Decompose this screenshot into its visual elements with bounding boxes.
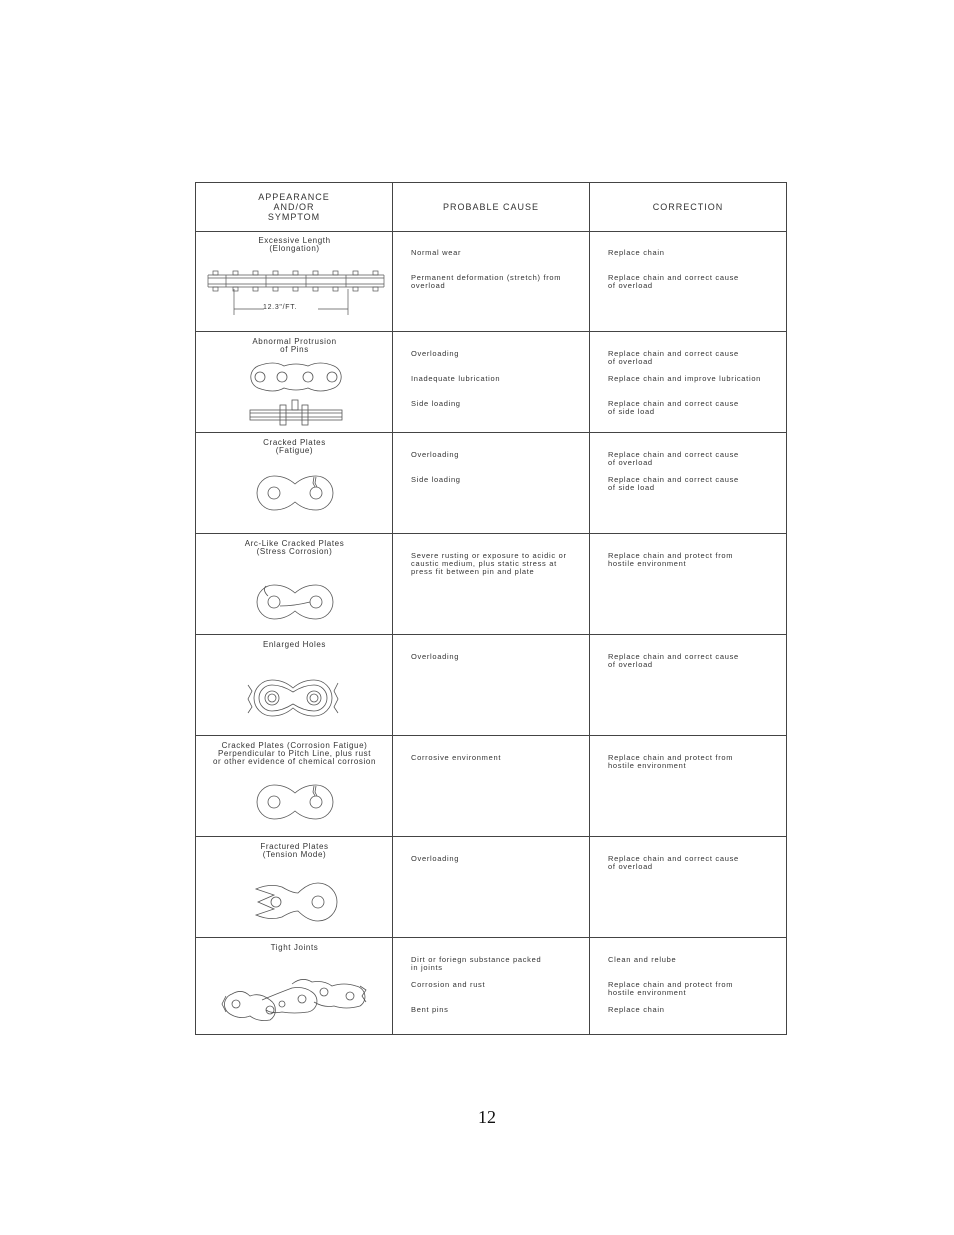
header-probable-cause: PROBABLE CAUSE bbox=[442, 202, 540, 212]
table-row bbox=[196, 231, 786, 332]
table-row bbox=[196, 837, 786, 938]
table-row bbox=[196, 938, 786, 1034]
tight-joints-chain-figure bbox=[220, 974, 370, 1024]
symptom-tension-fracture: Fractured Plates (Tension Mode) bbox=[260, 842, 329, 859]
correction-text: Replace chain and protect from hostile environment bbox=[608, 753, 734, 770]
correction-text: Replace chain bbox=[608, 248, 665, 257]
table-row bbox=[196, 332, 786, 433]
corrosion-fatigue-plate-figure bbox=[254, 782, 336, 822]
correction-text: Replace chain and correct cause of side load bbox=[608, 475, 739, 492]
arc-cracked-plate-figure bbox=[254, 582, 336, 622]
symptom-fatigue-cracks: Cracked Plates (Fatigue) bbox=[263, 438, 326, 455]
symptom-tight-joints: Tight Joints bbox=[270, 943, 319, 952]
cause-text: Permanent deformation (stretch) from overload bbox=[411, 273, 562, 290]
correction-text: Replace chain and correct cause of side load bbox=[608, 399, 739, 416]
symptom-elongation: Excessive Length (Elongation) bbox=[258, 236, 331, 253]
cracked-plate-figure bbox=[254, 473, 336, 513]
symptom-enlarged-holes: Enlarged Holes bbox=[262, 640, 327, 649]
correction-text: Replace chain and correct cause of overload bbox=[608, 652, 739, 669]
cause-text: Dirt or foriegn substance packed in joints bbox=[411, 955, 542, 972]
fractured-plate-figure bbox=[252, 881, 338, 923]
cause-text: Overloading bbox=[411, 652, 460, 661]
header-correction: CORRECTION bbox=[652, 202, 724, 212]
table-row bbox=[196, 635, 786, 736]
cause-text: Severe rusting or exposure to acidic or caustic medium, plus static stress at press fit between pin and plate bbox=[411, 551, 567, 576]
cause-text: Corrosive environment bbox=[411, 753, 502, 762]
header-symptom: APPEARANCE AND/OR SYMPTOM bbox=[258, 192, 330, 222]
symptom-corrosion-fatigue: Cracked Plates (Corrosion Fatigue) Perpendicular to Pitch Line, plus rust or other evidence of chemical corrosion bbox=[212, 741, 377, 766]
enlarged-holes-figure bbox=[244, 677, 344, 719]
correction-text: Replace chain and correct cause of overload bbox=[608, 854, 739, 871]
table-row bbox=[196, 534, 786, 635]
correction-text: Replace chain and protect from hostile environment bbox=[608, 551, 734, 568]
cause-text: Overloading bbox=[411, 854, 460, 863]
cause-text: Side loading bbox=[411, 475, 461, 484]
page-number: 12 bbox=[478, 1107, 496, 1127]
correction-text: Replace chain and protect from hostile environment bbox=[608, 980, 734, 997]
table-row bbox=[196, 736, 786, 837]
cause-text: Bent pins bbox=[411, 1005, 449, 1014]
correction-text: Replace chain bbox=[608, 1005, 665, 1014]
troubleshooting-table bbox=[195, 182, 787, 1035]
symptom-pin-protrusion: Abnormal Protrusion of Pins bbox=[252, 337, 337, 354]
correction-text: Clean and relube bbox=[608, 955, 677, 964]
correction-text: Replace chain and correct cause of overload bbox=[608, 450, 739, 467]
cause-text: Inadequate lubrication bbox=[411, 374, 501, 383]
length-dimension-label: 12.3"/FT. bbox=[263, 304, 298, 311]
correction-text: Replace chain and improve lubrication bbox=[608, 374, 762, 383]
correction-text: Replace chain and correct cause of overload bbox=[608, 273, 739, 290]
cause-text: Corrosion and rust bbox=[411, 980, 486, 989]
correction-text: Replace chain and correct cause of overload bbox=[608, 349, 739, 366]
table-header bbox=[196, 183, 786, 232]
table-row bbox=[196, 433, 786, 534]
symptom-stress-corrosion: Arc-Like Cracked Plates (Stress Corrosion) bbox=[244, 539, 345, 556]
cause-text: Normal wear bbox=[411, 248, 462, 257]
cause-text: Overloading bbox=[411, 349, 460, 358]
cause-text: Side loading bbox=[411, 399, 461, 408]
protruding-pins-figure bbox=[244, 360, 349, 430]
cause-text: Overloading bbox=[411, 450, 460, 459]
